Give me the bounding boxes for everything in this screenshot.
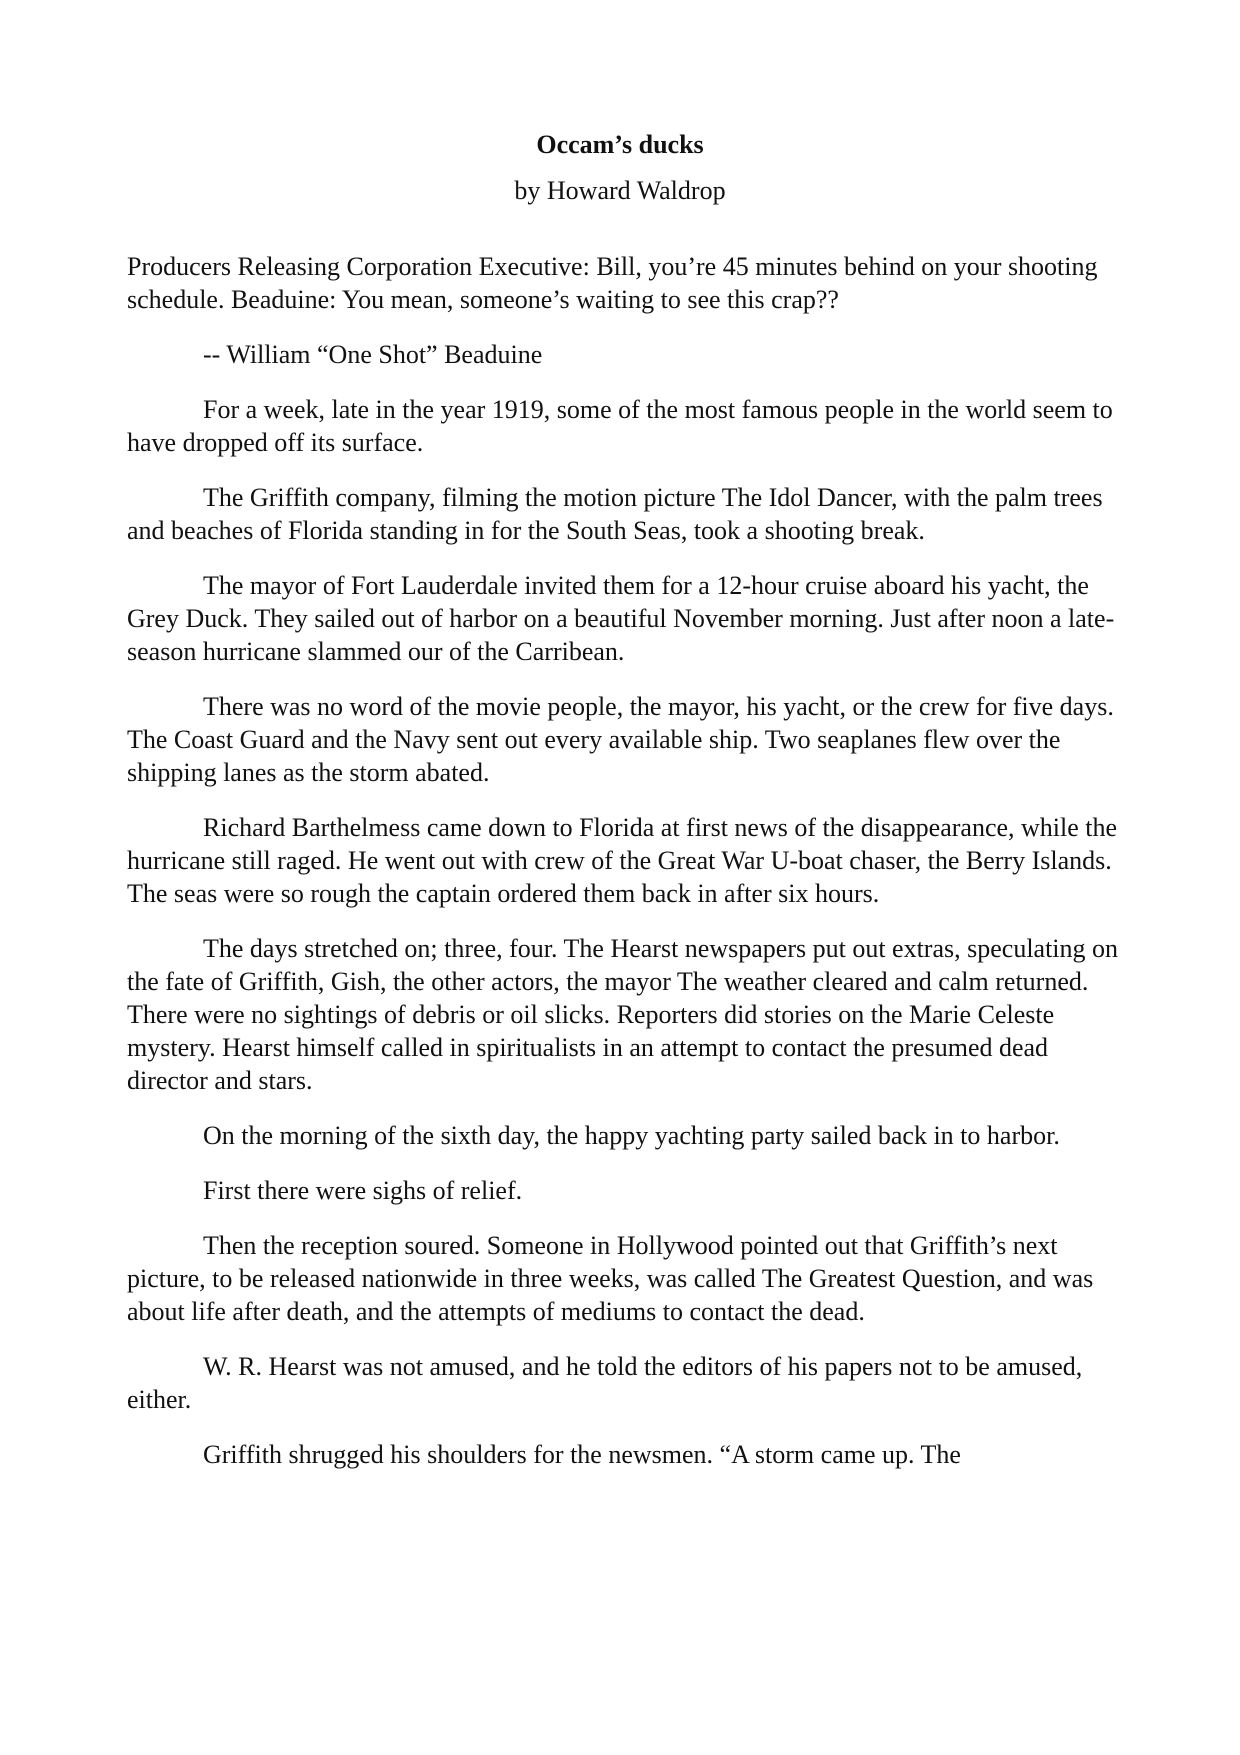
body-paragraph: The Griffith company, filming the motion picture The Idol Dancer, with the palm trees and beaches of Florida standing in for the South Seas, took a shooting break.: [127, 483, 1103, 545]
body-paragraph: W. R. Hearst was not amused, and he told the editors of his papers not to be amused, either.: [127, 1352, 1083, 1414]
story-title: Occam’s ducks: [536, 130, 704, 159]
body-paragraph: Griffith shrugged his shoulders for the newsmen. “A storm came up. The: [203, 1440, 961, 1469]
body-paragraph: First there were sighs of relief.: [203, 1176, 523, 1205]
body-paragraph: Richard Barthelmess came down to Florida at first news of the disappearance, while the hurricane still raged. He went out with crew of the Great War U-boat chaser, the Berry Islands. The seas were so rough the captain ordered them back in after six hours.: [127, 813, 1118, 908]
epigraph-attribution: -- William “One Shot” Beaduine: [203, 340, 543, 369]
body-paragraph: For a week, late in the year 1919, some of the most famous people in the world seem to have dropped off its surface.: [127, 395, 1113, 457]
body-paragraph: The days stretched on; three, four. The Hearst newspapers put out extras, speculating on the fate of Griffith, Gish, the other actors, the mayor The weather cleared and calm returned. There were no sightings of debris or oil slicks. Reporters did stories on the Marie Celeste mystery. Hearst himself called in spiritualists in an attempt to contact the presumed dead director and stars.: [127, 934, 1119, 1095]
body-paragraph: The mayor of Fort Lauderdale invited them for a 12-hour cruise aboard his yacht, the Grey Duck. They sailed out of harbor on a beautiful November morning. Just after noon a late-season hurricane slammed our of the Carribean.: [127, 571, 1115, 666]
epigraph-quote: Producers Releasing Corporation Executive: Bill, you’re 45 minutes behind on your shooting schedule. Beaduine: You mean, someone’s waiting to see this crap??: [127, 252, 1098, 314]
body-paragraph: On the morning of the sixth day, the happy yachting party sailed back in to harbor.: [203, 1121, 1060, 1150]
story-body: [127, 250, 1127, 1493]
body-paragraph: Then the reception soured. Someone in Hollywood pointed out that Griffith’s next picture, to be released nationwide in three weeks, was called The Greatest Question, and was about life after death, and the attempts of mediums to contact the dead.: [127, 1231, 1094, 1326]
body-paragraph: There was no word of the movie people, the mayor, his yacht, or the crew for five days. The Coast Guard and the Navy sent out every available ship. Two seaplanes flew over the shipping lanes as the storm abated.: [127, 692, 1114, 787]
story-byline: by Howard Waldrop: [514, 176, 726, 205]
